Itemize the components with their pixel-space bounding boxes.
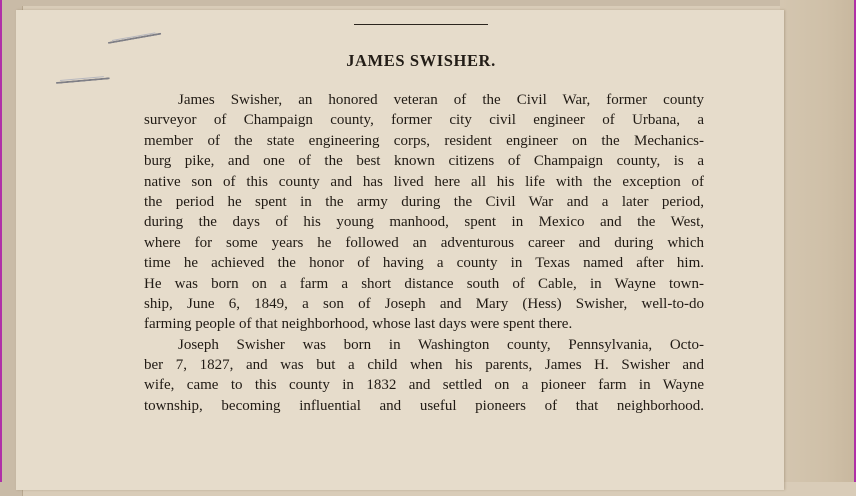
page-title: JAMES SWISHER. [346, 51, 496, 70]
text-line: wife, came to this county in 1832 and settled on a pioneer farm in Wayne [144, 377, 704, 394]
text-line: Joseph Swisher was born in Washington county, Pennsylvania, Octo- [178, 336, 704, 353]
text-line: native son of this county and has lived here all his life with the exception of [144, 173, 704, 190]
text-line: He was born on a farm a short distance south of Cable, in Wayne town- [144, 275, 704, 292]
back-sheet-edge [780, 0, 856, 482]
text-line: ship, June 6, 1849, a son of Joseph and Mary (Hess) Swisher, well-to-do [144, 295, 704, 312]
text-line: where for some years he followed an adventurous career and during which [144, 234, 704, 251]
text-line: surveyor of Champaign county, former city civil engineer of Urbana, a [144, 112, 704, 129]
frame-edge-left [0, 0, 2, 482]
text-line: the period he spent in the army during the Civil War and a later period, [144, 193, 704, 210]
header-rule [354, 24, 488, 25]
text-line: during the days of his young manhood, spent in Mexico and the West, [144, 214, 704, 231]
text-line: time he achieved the honor of having a county in Texas named after him. [144, 255, 704, 272]
text-line: farming people of that neighborhood, whose last days were spent there. [144, 316, 573, 333]
text-line: township, becoming influential and useful pioneers of that neighborhood. [144, 397, 704, 414]
text-line: member of the state engineering corps, resident engineer on the Mechanics- [144, 132, 704, 149]
text-line: burg pike, and one of the best known citizens of Champaign county, is a [144, 153, 704, 170]
text-line: James Swisher, an honored veteran of the Civil War, former county [178, 92, 704, 108]
text-line: ber 7, 1827, and was but a child when his parents, James H. Swisher and [144, 357, 704, 374]
document-body [144, 90, 704, 416]
